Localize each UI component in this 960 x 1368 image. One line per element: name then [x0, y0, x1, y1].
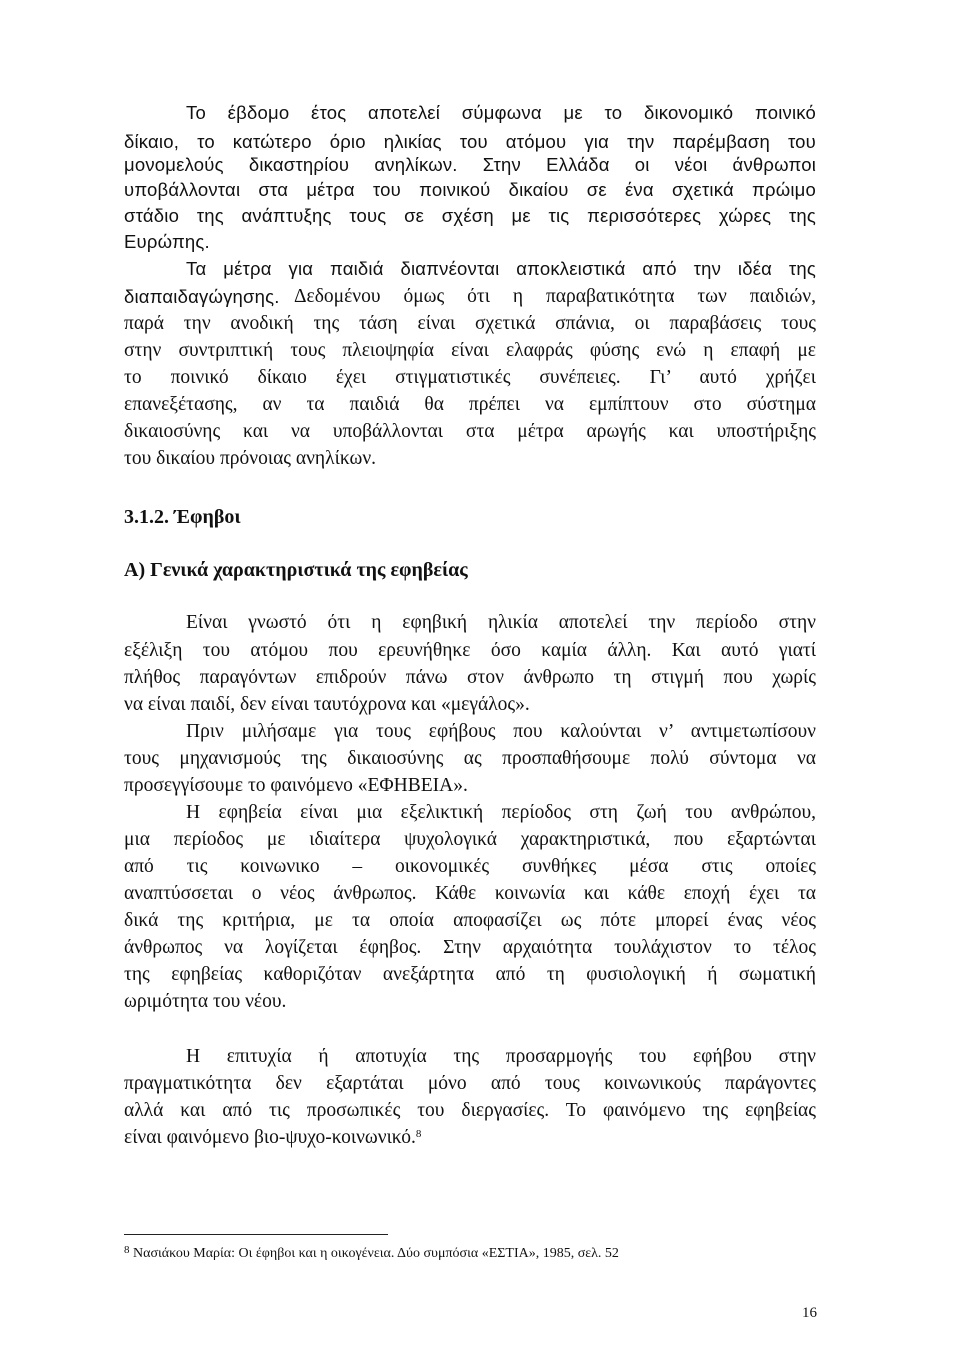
paragraph-6-line-1: Η επιτυχία ή αποτυχία της προσαρμογής του εφήβου στην [186, 1046, 816, 1067]
paragraph-5-line-7: της εφηβείας καθοριζόταν ανεξάρτητα από τη φυσιολογική ή σωματική [124, 964, 816, 985]
paragraph-4-line-1: Πριν μιλήσαμε για τους εφήβους που καλούνται ν’ αντιμετωπίσουν [186, 721, 816, 742]
paragraph-6-line-4-text: είναι φαινόμενο βιο-ψυχο-κοινωνικό. [124, 1127, 416, 1148]
footnote-divider [124, 1234, 388, 1235]
paragraph-5-line-4: αναπτύσσεται ο νέος άνθρωπος. Κάθε κοινωνία και κάθε εποχή έχει τα [124, 883, 816, 904]
paragraph-6-line-4 [124, 1125, 816, 1151]
paragraph-1-line-6: Ευρώπης. [124, 231, 210, 252]
paragraph-3-line-4: να είναι παιδί, δεν είναι ταυτόχρονα και «μεγάλος». [124, 694, 530, 715]
paragraph-5-line-3: από τις κοινωνικο – οικονομικές συνθήκες μέσα στις οποίες [124, 856, 816, 877]
paragraph-6-line-3: αλλά και από τις προσωπικές του διεργασίες. Το φαινόμενο της εφηβείας [124, 1100, 816, 1121]
paragraph-2-line-2a: διαπαιδαγώγησης. [124, 286, 280, 307]
paragraph-1-line-4: υποβάλλονται στα μέτρα του ποινικού δικαίου σε ένα σχετικά πρώιμο [124, 179, 816, 200]
paragraph-6-line-2: πραγματικότητα δεν εξαρτάται μόνο από τους κοινωνικούς παράγοντες [124, 1073, 816, 1094]
paragraph-5-line-5: δικά της κριτήρια, με τα οποία αποφασίζει ως πότε μπορεί ένας νέος [124, 910, 816, 931]
paragraph-1-line-2: δίκαιο, το κατώτερο όριο ηλικίας του ατόμου για την παρέμβαση του [124, 131, 816, 152]
footnote [124, 1244, 619, 1264]
paragraph-2-line-7: δικαιοσύνης και να υποβάλλονται στα μέτρα αρωγής και υποστήριξης [124, 421, 816, 442]
footnote-number: 8 [124, 1244, 130, 1256]
paragraph-4-line-3: προσεγγίσουμε το φαινόμενο «ΕΦΗΒΕΙΑ». [124, 775, 468, 796]
paragraph-3-line-1: Είναι γνωστό ότι η εφηβική ηλικία αποτελεί την περίοδο στην [186, 612, 816, 633]
paragraph-5-line-8: ωριμότητα του νέου. [124, 991, 287, 1012]
section-heading: 3.1.2. Έφηβοι [124, 506, 241, 528]
footnote-text: Νασιάκου Μαρία: Οι έφηβοι και η οικογένεια. Δύο συμπόσια «ΕΣΤΙΑ», 1985, σελ. 52 [133, 1246, 619, 1261]
paragraph-2-line-5: το ποινικό δίκαιο έχει στιγματιστικές συνέπειες. Γι’ αυτό χρήζει [124, 367, 816, 388]
paragraph-1-line-1: Το έβδομο έτος αποτελεί σύμφωνα με το δικονομικό ποινικό [186, 102, 816, 123]
paragraph-2-line-8: του δικαίου πρόνοιας ανηλίκων. [124, 448, 377, 469]
paragraph-5-line-2: μια περίοδος με ιδιαίτερα ψυχολογικά χαρακτηριστικά, που εξαρτώνται [124, 829, 816, 850]
paragraph-4-line-2: τους μηχανισμούς της δικαιοσύνης ας προσπαθήσουμε πολύ σύντομα να [124, 748, 816, 769]
paragraph-2-line-2b: Δεδομένου όμως ότι η παραβατικότητα των παιδιών, [294, 286, 816, 307]
paragraph-5-line-1: Η εφηβεία είναι μια εξελικτική περίοδος στη ζωή του ανθρώπου, [186, 802, 816, 823]
paragraph-2-line-6: επανεξέτασης, αν τα παιδιά θα πρέπει να εμπίπτουν στο σύστημα [124, 394, 816, 415]
page-number: 16 [802, 1305, 817, 1321]
paragraph-3-line-2: εξέλιξη του ατόμου που ερευνήθηκε όσο καμία άλλη. Και αυτό γιατί [124, 640, 816, 661]
subsection-heading: Α) Γενικά χαρακτηριστικά της εφηβείας [124, 559, 468, 581]
footnote-reference[interactable]: 8 [415, 1128, 422, 1140]
paragraph-2-line-4: στην συντριπτική τους πλειοψηφία είναι ελαφράς φύσης ενώ η επαφή με [124, 340, 816, 361]
paragraph-1-line-5: στάδιο της ανάπτυξης τους σε σχέση με τις περισσότερες χώρες της [124, 205, 816, 226]
paragraph-3-line-3: πλήθος παραγόντων επιδρούν πάνω στον άνθρωπο τη στιγμή που χωρίς [124, 667, 816, 688]
paragraph-2-line-1: Τα μέτρα για παιδιά διαπνέονται αποκλειστικά από την ιδέα της [186, 258, 816, 279]
paragraph-1-line-3: μονομελούς δικαστηρίου ανηλίκων. Στην Ελλάδα οι νέοι άνθρωποι [124, 154, 816, 175]
paragraph-2-line-3: παρά την ανοδική της τάση είναι σχετικά σπάνια, οι παραβάσεις τους [124, 313, 816, 334]
paragraph-5-line-6: άνθρωπος να λογίζεται έφηβος. Στην αρχαιότητα τουλάχιστον το τέλος [124, 937, 816, 958]
